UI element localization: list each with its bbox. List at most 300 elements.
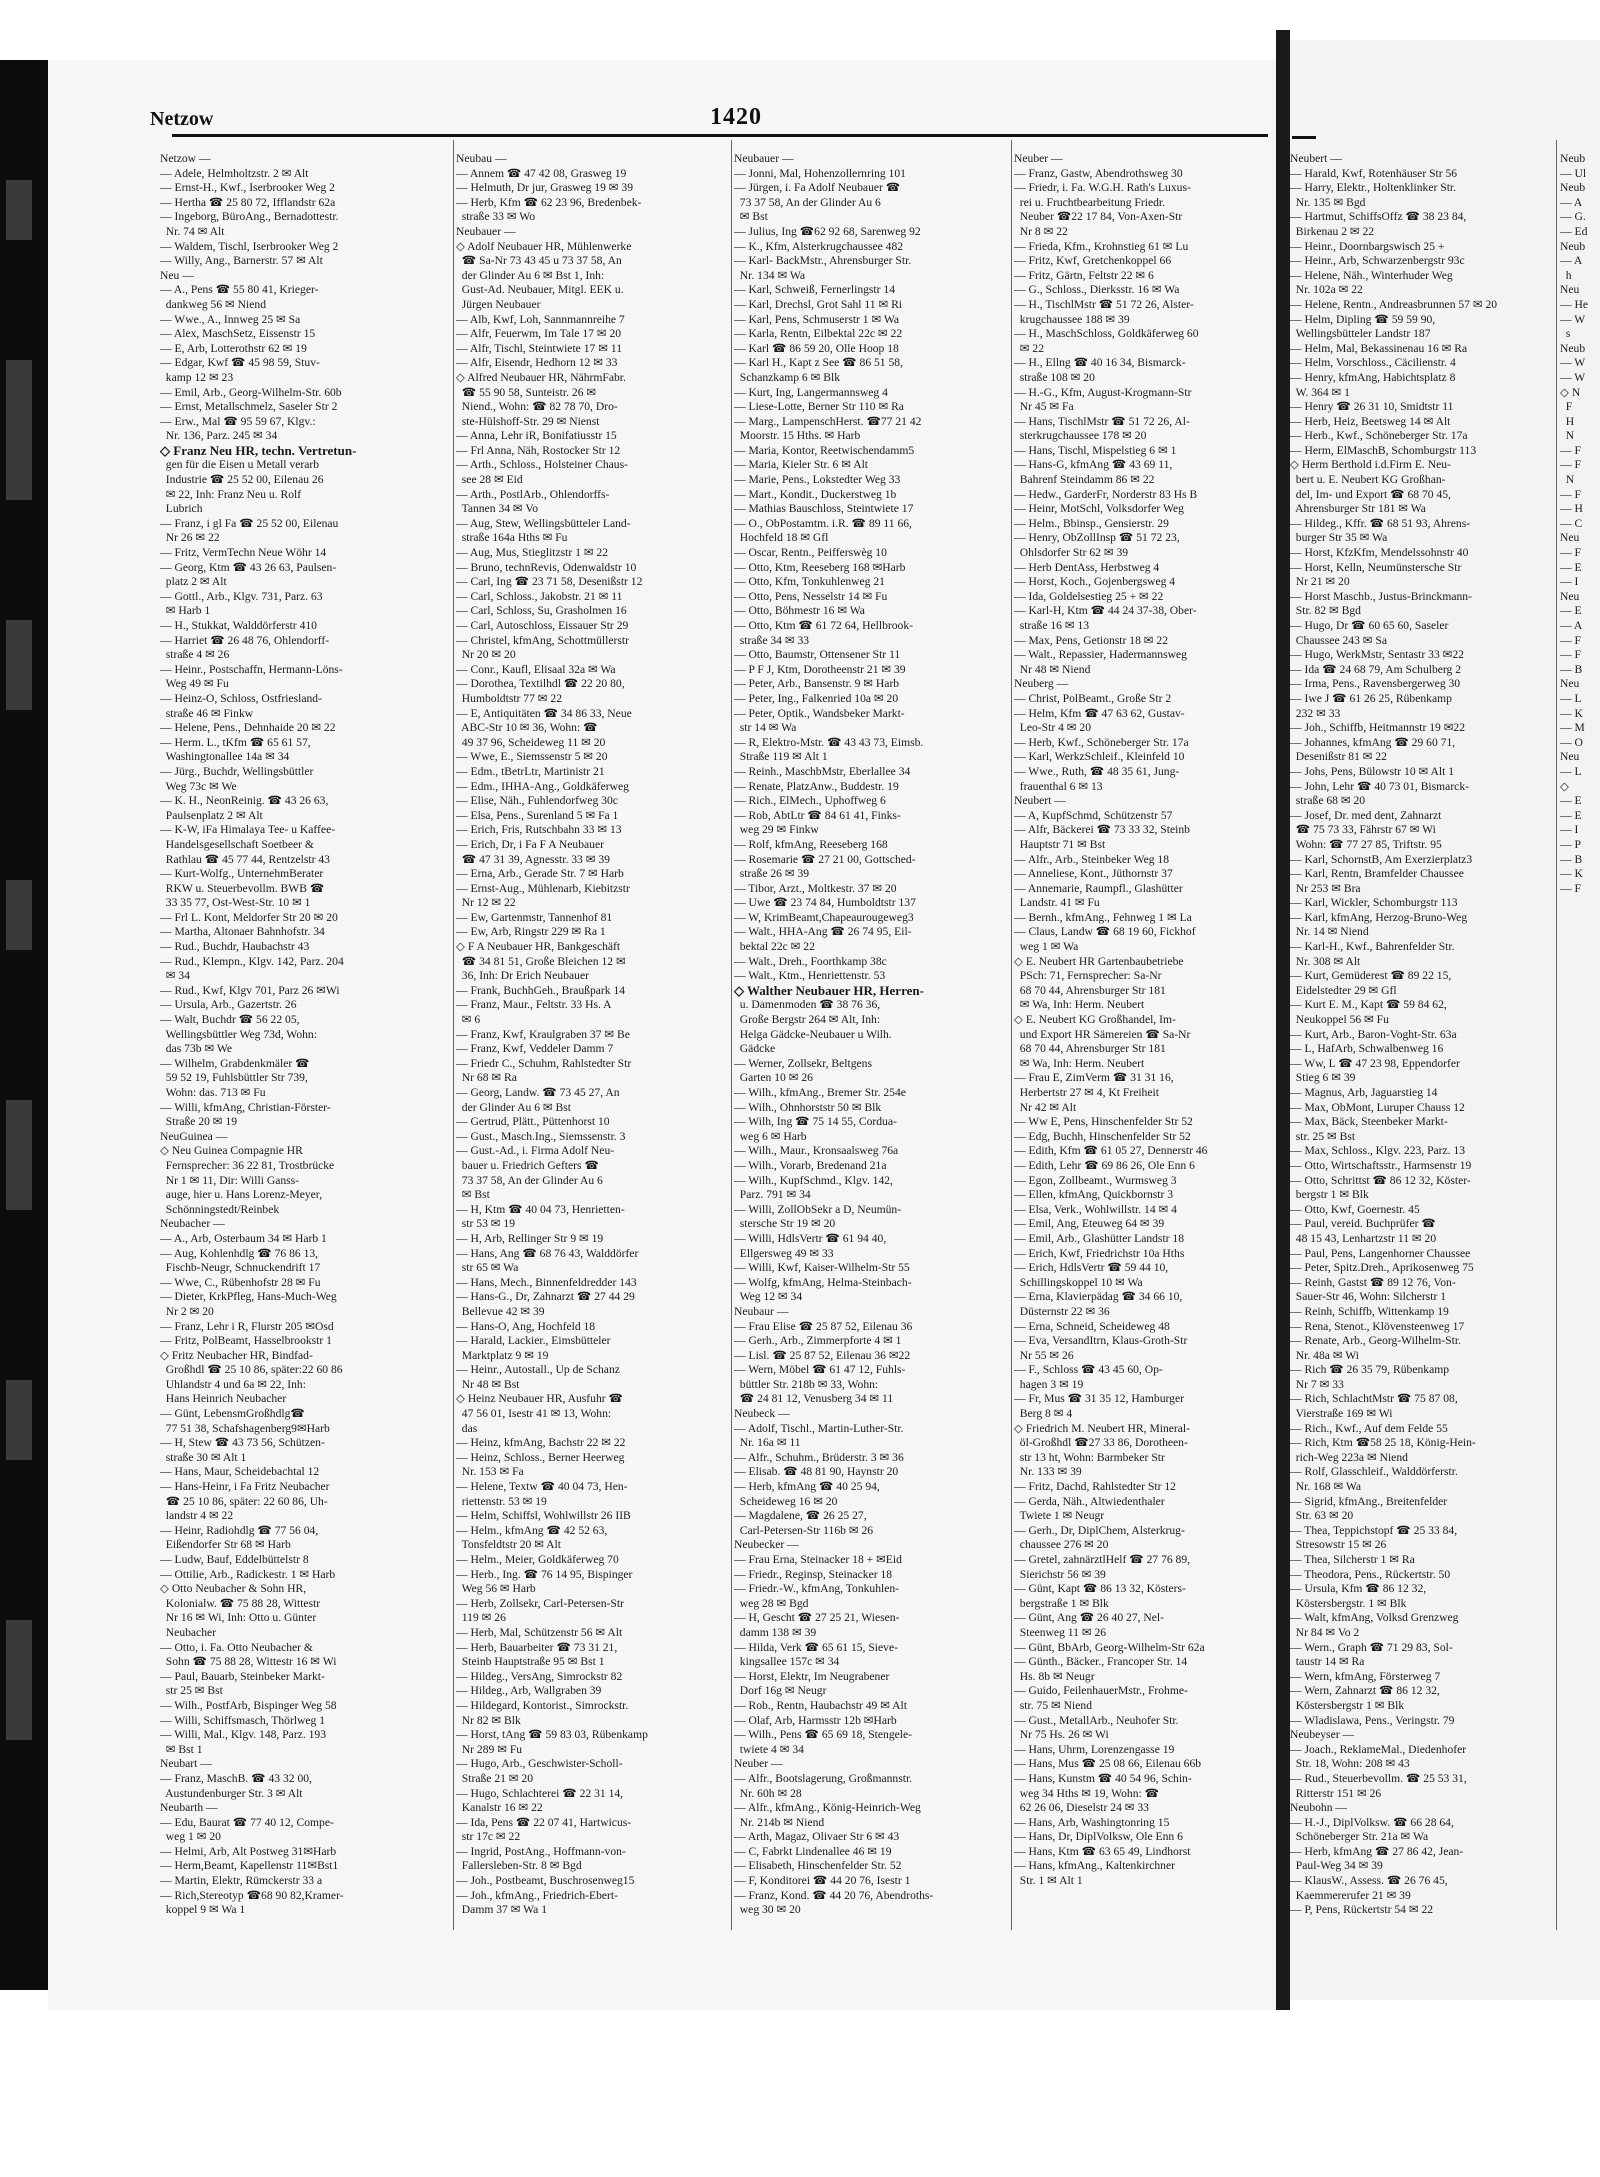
directory-entry-line: — Hildeg., Arb, Wallgraben 39	[456, 1684, 602, 1698]
directory-entry-line: — Günt, Kapt ☎ 86 13 32, Kösters-	[1014, 1582, 1186, 1596]
directory-entry-line: — Ingrid, PostAng., Hoffmann-von-	[456, 1844, 626, 1858]
directory-entry-line: — C, Fabrkt Lindenallee 46 ✉ 19	[734, 1844, 892, 1858]
directory-entry-line: — K	[1560, 867, 1583, 881]
directory-entry-line: str 65 ✉ Wa	[456, 1261, 519, 1275]
directory-entry-line: — Heinz, Schloss., Berner Heerweg	[456, 1450, 625, 1464]
directory-entry-line: — Helmuth, Dr jur, Grasweg 19 ✉ 39	[456, 181, 634, 195]
directory-entry-line: ◇ Heinz Neubauer HR, Ausfuhr ☎	[456, 1392, 623, 1406]
directory-entry-line: Nr. 153 ✉ Fa	[456, 1465, 524, 1479]
directory-entry-line: — Hans, Maur, Scheidebachtal 12	[160, 1465, 320, 1479]
directory-entry-line: — Helm, Kfm ☎ 47 63 62, Gustav-	[1014, 706, 1185, 720]
directory-entry-line: F	[1560, 400, 1573, 414]
directory-entry-line: str 13 ht, Wohn: Barmbeker Str	[1014, 1450, 1165, 1464]
directory-entry-line: — Ursula, Kfm ☎ 86 12 32,	[1290, 1582, 1427, 1596]
directory-entry-line: Weg 56 ✉ Harb	[456, 1582, 536, 1596]
directory-entry-line: Nr 21 ✉ 20	[1290, 575, 1350, 589]
directory-entry-line: ☎ 34 81 51, Große Bleichen 12 ✉	[456, 954, 626, 968]
directory-entry-line: — Herm. L., tKfm ☎ 65 61 57,	[160, 735, 311, 749]
directory-entry-line: das 73b ✉ We	[160, 1042, 233, 1056]
directory-entry-line: — Wilhelm, Grabdenkmäler ☎	[160, 1056, 310, 1070]
directory-entry-line: — Hildegard, Kontorist., Simrockstr.	[456, 1698, 629, 1712]
directory-entry-line: weg 6 ✉ Harb	[734, 1129, 807, 1143]
directory-entry-line: ✉ 22	[1014, 341, 1045, 355]
directory-entry-line: Wohn: ☎ 77 27 85, Triftstr. 95	[1290, 837, 1442, 851]
directory-entry-line: Garten 10 ✉ 26	[734, 1071, 813, 1085]
directory-entry-line: Wellingsbüttler Weg 73d, Wohn:	[160, 1027, 317, 1041]
directory-entry-line: Nr. 48a ✉ Wi	[1290, 1348, 1359, 1362]
directory-entry-line: — Karl, kfmAng, Herzog-Bruno-Weg	[1290, 910, 1468, 924]
directory-entry-line: Leo-Str 4 ✉ 20	[1014, 721, 1092, 735]
directory-entry-line: — Annem ☎ 47 42 08, Grasweg 19	[456, 166, 627, 180]
directory-entry-line: — Herb, kfmAng ☎ 27 86 42, Jean-	[1290, 1844, 1464, 1858]
directory-entry-line: — Günt, LebensmGroßhdlg☎	[160, 1407, 305, 1421]
directory-entry-line: — Ursula, Arb., Gazertstr. 26	[160, 998, 297, 1012]
directory-entry-line: Neubeck —	[734, 1407, 790, 1421]
directory-entry-line: straße 108 ✉ 20	[1014, 370, 1095, 384]
directory-entry-line: Nr. 102a ✉ 22	[1290, 283, 1363, 297]
directory-entry-line: — Rich., Kwf., Auf dem Felde 55	[1290, 1421, 1448, 1435]
directory-entry-line: — Alfr., Bootslagerung, Großmannstr.	[734, 1771, 913, 1785]
directory-entry-line: Twiete 1 ✉ Neugr	[1014, 1509, 1105, 1523]
directory-entry-line: Neuber —	[1014, 152, 1063, 165]
directory-entry-line: — Hans, Mus ☎ 25 08 66, Eilenau 66b	[1014, 1757, 1202, 1771]
directory-entry-line: — Erich, Dr, i Fa F A Neubauer	[456, 837, 604, 851]
directory-entry-line: — Alfr., Schuhm., Brüderstr. 3 ✉ 36	[734, 1450, 904, 1464]
directory-entry-line: Steinb Hauptstraße 95 ✉ Bst 1	[456, 1655, 605, 1669]
directory-entry-line: — E, Antiquitäten ☎ 34 86 33, Neue	[456, 706, 632, 720]
directory-entry-line: — Otto, Pens, Nesselstr 14 ✉ Fu	[734, 589, 888, 603]
directory-entry-line: koppel 9 ✉ Wa 1	[160, 1903, 246, 1917]
directory-entry-line: Weg 12 ✉ 34	[734, 1290, 803, 1304]
directory-entry-line: rich-Weg 223a ✉ Niend	[1290, 1450, 1408, 1464]
directory-entry-line: — Egon, Zollbeamt., Wurmsweg 3	[1014, 1173, 1177, 1187]
directory-entry-line: 73 37 58, An der Glinder Au 6	[734, 195, 881, 209]
directory-entry-line: — Alfr, Tischl, Steintwiete 17 ✉ 11	[456, 341, 622, 355]
directory-entry-line: — Günt, BbArb, Georg-Wilhelm-Str 62a	[1014, 1640, 1205, 1654]
directory-entry-line: — Wilh., kfmAng., Bremer Str. 254e	[734, 1086, 906, 1099]
directory-entry-line: PSch: 71, Fernsprecher: Sa-Nr	[1014, 969, 1162, 983]
directory-entry-line: Neu	[1560, 283, 1580, 297]
directory-entry-line: — Herb, Zollsekr, Carl-Petersen-Str	[456, 1596, 624, 1610]
directory-entry-line: Neubeyser —	[1290, 1728, 1355, 1742]
directory-entry-line: — Anneliese, Kont., Jüthornstr 37	[1014, 867, 1173, 881]
directory-entry-line: ✉ Bst	[456, 1188, 490, 1202]
directory-entry-line: ◇ F A Neubauer HR, Bankgeschäft	[456, 940, 621, 954]
directory-entry-line: — Tibor, Arzt., Moltkestr. 37 ✉ 20	[734, 881, 897, 895]
directory-entry-line: — Irma, Pens., Ravensbergerweg 30	[1290, 677, 1461, 691]
directory-entry-line: — He	[1560, 297, 1589, 311]
directory-entry-line: — Rosemarie ☎ 27 21 00, Gottsched-	[734, 852, 916, 866]
directory-entry-line: Ohlsdorfer Str 62 ✉ 39	[1014, 546, 1129, 560]
directory-entry-line: — Martha, Altonaer Bahnhofstr. 34	[160, 925, 325, 939]
directory-entry-line: — Hans, Arb, Washingtonring 15	[1014, 1815, 1170, 1829]
directory-entry-line: — Fr, Mus ☎ 31 35 12, Hamburger	[1014, 1392, 1184, 1406]
directory-entry-line: Kanalstr 16 ✉ 22	[456, 1801, 543, 1815]
directory-entry-line: der Glinder Au 6 ✉ Bst	[456, 1100, 572, 1114]
directory-entry-line: — Rolf, kfmAng, Reeseberg 168	[734, 837, 888, 851]
directory-entry-line: — Kurt-Wolfg., UnternehmBerater	[160, 867, 324, 881]
directory-entry-line: Bahrenf Steindamm 86 ✉ 22	[1014, 473, 1155, 487]
directory-entry-line: str 25 ✉ Bst	[160, 1684, 223, 1698]
directory-entry-line: — Walt., Repassier, Hadermannsweg	[1014, 648, 1187, 662]
directory-entry-line: — Elise, Näh., Fuhlendorfweg 30c	[456, 794, 618, 808]
directory-column-4	[1014, 152, 1276, 1992]
directory-entry-line: — Oscar, Rentn., Peifferswèg 10	[734, 546, 887, 560]
directory-entry-line: Parz. 791 ✉ 34	[734, 1188, 811, 1202]
directory-entry-line: — Erw., Mal ☎ 95 59 67, Klgv.:	[160, 414, 316, 428]
directory-entry-line: Sierichstr 56 ✉ 39	[1014, 1567, 1106, 1581]
directory-entry-line: — Wilh., Pens ☎ 65 69 18, Stengele-	[734, 1728, 912, 1742]
directory-entry-line: platz 2 ✉ Alt	[160, 575, 227, 589]
directory-entry-line: — Max, Schloss., Klgv. 223, Parz. 13	[1290, 1144, 1466, 1158]
directory-entry-line: Stresowstr 15 ✉ 26	[1290, 1538, 1387, 1552]
directory-entry-line: Nr. 135 ✉ Bgd	[1290, 195, 1366, 209]
directory-entry-line: — Adele, Helmholtzstr. 2 ✉ Alt	[160, 166, 309, 180]
directory-entry-line: — Franz, Kwf, Kraulgraben 37 ✉ Be	[456, 1027, 630, 1041]
directory-entry-line: — Wladislawa, Pens., Veringstr. 79	[1290, 1713, 1455, 1727]
directory-entry-line: — Gretel, zahnärztlHelf ☎ 27 76 89,	[1014, 1553, 1191, 1566]
book-gutter	[1276, 30, 1290, 2010]
directory-entry-line: Hs. 8b ✉ Neugr	[1014, 1669, 1095, 1683]
directory-entry-line: Schanzkamp 6 ✉ Blk	[734, 370, 840, 384]
directory-entry-line: ◇ Friedrich M. Neubert HR, Mineral-	[1014, 1421, 1191, 1435]
directory-entry-line: — Hugo, Arb., Geschwister-Scholl-	[456, 1757, 623, 1771]
directory-entry-line: — Helm., Bbinsp., Gensierstr. 29	[1014, 516, 1169, 530]
directory-entry-line: — Hildeg., VersAng, Simrockstr 82	[456, 1669, 623, 1683]
directory-entry-line: str 14 ✉ Wa	[734, 721, 797, 735]
directory-entry-line: — Otto, Baumstr, Ottensener Str 11	[734, 648, 901, 662]
directory-entry-line: — Sigrid, kfmAng., Breitenfelder	[1290, 1494, 1448, 1508]
directory-entry-line: Carl-Petersen-Str 116b ✉ 26	[734, 1523, 874, 1537]
directory-entry-line: h	[1560, 268, 1572, 282]
directory-entry-line: — Reinh, Schiffb, Wittenkamp 19	[1290, 1304, 1449, 1318]
directory-entry-line: — Guido, FeilenhauerMstr., Frohme-	[1014, 1684, 1188, 1698]
directory-entry-line: — Harald, Kwf, Rotenhäuser Str 56	[1290, 166, 1458, 180]
directory-entry-line: ◇ N	[1560, 385, 1581, 399]
directory-entry-line: — Frau Elise ☎ 25 87 52, Eilenau 36	[734, 1319, 913, 1333]
directory-entry-line: — Ww, L ☎ 47 23 98, Eppendorfer	[1290, 1056, 1460, 1070]
header-rule-right	[1292, 136, 1316, 139]
directory-entry-line: — Herb, Kfm ☎ 62 23 96, Bredenbek-	[456, 195, 642, 209]
directory-entry-line: — O	[1560, 735, 1583, 749]
directory-entry-line: — Wwe., A., Innweg 25 ✉ Sa	[160, 312, 301, 326]
directory-entry-line: — Elsa, Verk., Wohlwillstr. 14 ✉ 4	[1014, 1202, 1177, 1216]
directory-entry-line: Paulsenplatz 2 ✉ Alt	[160, 808, 263, 822]
directory-entry-line: weg 30 ✉ 20	[734, 1903, 801, 1917]
directory-entry-line: — I	[1560, 575, 1579, 589]
directory-entry-line: — Peter, Ing., Falkenried 10a ✉ 20	[734, 691, 899, 705]
directory-entry-line: ABC-Str 10 ✉ 36, Wohn: ☎	[456, 721, 598, 735]
directory-entry-line: Großhdl ☎ 25 10 86, später:22 60 86	[160, 1363, 343, 1377]
directory-entry-line: — Magdalene, ☎ 26 25 27,	[734, 1509, 867, 1523]
directory-entry-line: — Jonni, Mal, Hohenzollernring 101	[734, 166, 906, 180]
directory-entry-line: — Frieda, Kfm., Krohnstieg 61 ✉ Lu	[1014, 239, 1189, 253]
directory-entry-line: — Helm, Mal, Bekassinenau 16 ✉ Ra	[1290, 341, 1468, 355]
directory-entry-line: straße 4 ✉ 26	[160, 648, 230, 662]
directory-entry-line: — Walt, kfmAng, Volksd Grenzweg	[1290, 1611, 1459, 1625]
directory-entry-line: Nr 42 ✉ Alt	[1014, 1100, 1077, 1114]
directory-entry-line: — Willi, HdlsVertr ☎ 61 94 40,	[734, 1231, 887, 1245]
directory-entry-line: — Franz, Gastw, Abendrothsweg 30	[1014, 166, 1183, 180]
directory-entry-line: — Aug, Mus, Stieglitzstr 1 ✉ 22	[456, 546, 609, 560]
directory-entry-line: ◇ Otto Neubacher & Sohn HR,	[160, 1582, 307, 1596]
directory-entry-line: frauenthal 6 ✉ 13	[1014, 779, 1103, 793]
directory-entry-line: — Edith, Kfm ☎ 61 05 27, Dennerstr 46	[1014, 1144, 1208, 1158]
directory-entry-line: N	[1560, 473, 1575, 487]
directory-entry-line: — Georg, Ktm ☎ 43 26 63, Paulsen-	[160, 560, 337, 574]
directory-entry-line: Scheideweg 16 ✉ 20	[734, 1494, 838, 1508]
directory-entry-line: — Helene, Rentn., Andreasbrunnen 57 ✉ 20	[1290, 297, 1498, 311]
directory-entry-line: — W, KrimBeamt,Chapeaurougeweg3	[734, 910, 914, 924]
directory-entry-line: — Frl L. Kont, Meldorfer Str 20 ✉ 20	[160, 910, 338, 924]
directory-entry-line: ✉ 6	[456, 1013, 481, 1027]
directory-entry-line: — Hans, Ktm ☎ 63 65 49, Lindhorst	[1014, 1844, 1191, 1858]
directory-entry-line: — Hans-Heinr, i Fa Fritz Neubacher	[160, 1480, 330, 1494]
directory-entry-line: büttler Str. 218b ✉ 33, Wohn:	[734, 1377, 879, 1391]
directory-entry-line: Neubecker —	[734, 1538, 799, 1552]
directory-entry-line: — A., Pens ☎ 55 80 41, Krieger-	[160, 283, 319, 297]
directory-entry-line: — Bruno, technRevis, Odenwaldstr 10	[456, 560, 637, 574]
directory-entry-line: — Wwe, C., Rübenhofstr 28 ✉ Fu	[160, 1275, 321, 1289]
directory-entry-line: — Helm, Schiffsl, Wohlwillstr 26 IIB	[456, 1509, 631, 1523]
directory-entry-line: — Wern, kfmAng, Försterweg 7	[1290, 1669, 1441, 1683]
directory-entry-line: — P, Pens, Rückertstr 54 ✉ 22	[1290, 1903, 1434, 1917]
directory-entry-line: — Wolfg, kfmAng, Helma-Steinbach-	[734, 1275, 912, 1289]
directory-entry-line: sterkrugchaussee 178 ✉ 20	[1014, 429, 1147, 443]
directory-entry-line: 77 51 38, Schafshagenberg9✉Harb	[160, 1421, 330, 1435]
scan-left-shadow	[0, 60, 48, 1990]
directory-entry-line: — John, Lehr ☎ 40 73 01, Bismarck-	[1290, 779, 1469, 793]
directory-entry-line: — Franz, Kond. ☎ 44 20 76, Abendroths-	[734, 1888, 934, 1902]
directory-entry-line: kamp 12 ✉ 23	[160, 370, 234, 384]
directory-entry-line: ✉ Wa, Inh: Herm. Neubert	[1014, 998, 1145, 1012]
directory-entry-line: — Frau E, ZimVerm ☎ 31 31 16,	[1014, 1071, 1174, 1085]
directory-entry-line: ✉ Bst	[734, 210, 768, 224]
directory-entry-line: bert u. E. Neubert KG Großhan-	[1290, 473, 1446, 487]
directory-entry-line: und Export HR Sämereien ☎ Sa-Nr	[1014, 1027, 1191, 1041]
directory-entry-line: — Ernst, Metallschmelz, Saseler Str 2	[160, 400, 338, 414]
directory-entry-line: Schönningstedt/Reinbek	[160, 1202, 280, 1216]
directory-entry-line: ✉ 22, Inh: Franz Neu u. Rolf	[160, 487, 302, 501]
directory-entry-line: Neub	[1560, 152, 1586, 165]
directory-entry-line: — Otto, Kwf, Goernestr. 45	[1290, 1202, 1420, 1216]
directory-entry-line: — Ernst-H., Kwf., Iserbrooker Weg 2	[160, 181, 335, 195]
directory-entry-line: — Walt., Dreh., Foorthkamp 38c	[734, 954, 887, 968]
directory-entry-line: — Gottl., Arb., Klgv. 731, Parz. 63	[160, 589, 323, 603]
directory-entry-line: ◇	[1560, 779, 1569, 793]
directory-entry-line: — Günt, Ang ☎ 26 40 27, Nel-	[1014, 1611, 1165, 1625]
directory-entry-line: — Wilh., Ohnhorststr 50 ✉ Blk	[734, 1100, 882, 1114]
directory-entry-line: Nr 1 ✉ 11, Dir: Willi Ganss-	[160, 1173, 300, 1187]
directory-entry-line: bektal 22c ✉ 22	[734, 940, 815, 954]
directory-entry-line: — Arth, Magaz, Olivaer Str 6 ✉ 43	[734, 1830, 900, 1844]
directory-entry-line: das	[456, 1421, 478, 1435]
directory-entry-line: damm 138 ✉ 39	[734, 1625, 817, 1639]
directory-entry-line: Neubacher —	[160, 1217, 225, 1231]
directory-entry-line: Str. 1 ✉ Alt 1	[1014, 1874, 1083, 1888]
directory-entry-line: ste-Hülshoff-Str. 29 ✉ Nienst	[456, 414, 600, 428]
directory-entry-line: Nr 12 ✉ 22	[456, 896, 516, 910]
directory-entry-line: — Fritz, Dachd, Rahlstedter Str 12	[1014, 1480, 1176, 1494]
directory-entry-line: — Franz, Maur., Feltstr. 33 Hs. A	[456, 998, 612, 1012]
directory-entry-line: ◇ Adolf Neubauer HR, Mühlenwerke	[456, 239, 632, 253]
directory-entry-line: — Otto, Ktm ☎ 61 72 64, Hellbrook-	[734, 619, 913, 632]
directory-entry-line: — Elisab. ☎ 48 81 90, Haynstr 20	[734, 1465, 899, 1479]
directory-entry-line: — Heinz-O, Schloss, Ostfriesland-	[160, 691, 322, 705]
directory-entry-line: — Erich, Kwf, Friedrichstr 10a Hths	[1014, 1246, 1185, 1260]
directory-entry-line: — Aug, Kohlenhdlg ☎ 76 86 13,	[160, 1246, 319, 1260]
directory-entry-line: kingsallee 157c ✉ 34	[734, 1655, 840, 1669]
directory-entry-line: — Ellen, kfmAng, Quickbornstr 3	[1014, 1188, 1174, 1202]
directory-entry-line: Neubohn —	[1290, 1801, 1347, 1815]
directory-entry-line: — Edu, Baurat ☎ 77 40 12, Compe-	[160, 1815, 334, 1829]
directory-entry-line: — Ul	[1560, 166, 1587, 180]
directory-entry-line: — Karl, SchornstB, Am Exerzierplatz3	[1290, 852, 1473, 866]
directory-entry-line: — Helm, Dipling ☎ 59 59 90,	[1290, 312, 1436, 326]
directory-entry-line: Köstersbergstr. 1 ✉ Blk	[1290, 1596, 1407, 1610]
directory-column-6	[1560, 152, 1600, 1992]
directory-entry-line: — Carl, Schloss., Jakobstr. 21 ✉ 11	[456, 589, 623, 603]
directory-entry-line: — W	[1560, 312, 1586, 326]
directory-entry-line: — Henry ☎ 26 31 10, Smidtstr 11	[1290, 400, 1454, 414]
directory-entry-line: ✉ Wa, Inh: Herm. Neubert	[1014, 1056, 1145, 1070]
directory-entry-line: — Edgar, Kwf ☎ 45 98 59, Stuv-	[160, 356, 320, 370]
directory-entry-line: W. 364 ✉ 1	[1290, 385, 1350, 399]
directory-entry-line: Ahrensburger Str 181 ✉ Wa	[1290, 502, 1426, 516]
running-title: Netzow	[150, 108, 214, 130]
directory-entry-line: — Hans, TischlMstr ☎ 51 72 26, Al-	[1014, 414, 1190, 428]
directory-entry-line: — Willi, Schiffsmasch, Thörlweg 1	[160, 1713, 326, 1727]
directory-entry-line: — Rob., Rentn, Haubachstr 49 ✉ Alt	[734, 1698, 907, 1712]
directory-entry-line: Schillingskoppel 10 ✉ Wa	[1014, 1275, 1143, 1289]
directory-entry-line: — Jürg., Buchdr, Wellingsbüttler	[160, 764, 314, 778]
directory-entry-line: Nr 289 ✉ Fu	[456, 1742, 523, 1756]
directory-entry-line: — Alfr., kfmAng., König-Heinrich-Weg	[734, 1801, 921, 1815]
directory-entry-line: Desenißstr 81 ✉ 22	[1290, 750, 1387, 764]
directory-entry-line: — Max, Bäck, Steenbeker Markt-	[1290, 1115, 1448, 1129]
directory-entry-line: straße 34 ✉ 33	[734, 633, 810, 647]
directory-entry-line: — Alb, Kwf, Loh, Sannmannreihe 7	[456, 312, 625, 326]
directory-entry-line: Fischb-Neugr, Schnuckendrift 17	[160, 1261, 321, 1275]
directory-entry-line: stersche Str 19 ✉ 20	[734, 1217, 836, 1231]
directory-entry-line: — Alfr, Bäckerei ☎ 73 33 32, Steinb	[1014, 823, 1190, 837]
directory-entry-line: — Ew, Arb, Ringstr 229 ✉ Ra 1	[456, 925, 606, 939]
directory-entry-line: Straße 119 ✉ Alt 1	[734, 750, 828, 764]
directory-entry-line: — Helm., Meier, Goldkäferweg 70	[456, 1553, 619, 1566]
directory-entry-line: — Walt., HHA-Ang ☎ 26 74 95, Eil-	[734, 925, 912, 939]
directory-entry-line: — Hans, Uhrm, Lorenzengasse 19	[1014, 1742, 1175, 1756]
directory-entry-line: — Friedr., Reginsp, Steinacker 18	[734, 1567, 893, 1581]
directory-entry-line: — Emil, Arb., Georg-Wilhelm-Str. 60b	[160, 385, 342, 399]
directory-entry-line: weg 34 Hths ✉ 19, Wohn: ☎	[1014, 1786, 1160, 1800]
directory-entry-line: — Helene, Textw ☎ 40 04 73, Hen-	[456, 1480, 628, 1494]
directory-entry-line: — Edg, Buchh, Hinschenfelder Str 52	[1014, 1129, 1191, 1143]
directory-entry-line: weg 28 ✉ Bgd	[734, 1596, 809, 1610]
directory-entry-line: ◇ E. Neubert HR Gartenbaubetriebe	[1014, 954, 1184, 968]
directory-entry-line: NeuGuinea —	[160, 1129, 228, 1143]
directory-entry-line: — A, KupfSchmd, Schützenstr 57	[1014, 808, 1173, 822]
directory-entry-line: — Christ, PolBeamt., Große Str 2	[1014, 691, 1172, 705]
directory-entry-line: — Wilh., PostfArb, Bispinger Weg 58	[160, 1698, 337, 1712]
directory-entry-line: — Adolf, Tischl., Martin-Luther-Str.	[734, 1421, 904, 1435]
directory-entry-line: Neubau —	[456, 152, 507, 165]
directory-entry-line: — Christel, kfmAng, Schottmüllerstr	[456, 633, 629, 647]
directory-column-2	[456, 152, 734, 1992]
directory-entry-line: Nr 48 ✉ Bst	[456, 1377, 520, 1391]
directory-entry-line: Neubacher	[160, 1625, 217, 1639]
directory-entry-line: straße 46 ✉ Finkw	[160, 706, 254, 720]
directory-entry-line: — A	[1560, 195, 1583, 209]
directory-entry-line: — Hans-O, Ang, Hochfeld 18	[456, 1319, 596, 1333]
directory-entry-line: — Fritz, Gärtn, Feltstr 22 ✉ 6	[1014, 268, 1154, 282]
directory-entry-line: — Heinr., Arb, Schwarzenbergstr 93c	[1290, 254, 1465, 268]
directory-entry-line: Neubart —	[160, 1757, 212, 1771]
directory-entry-line: — H., TischlMstr ☎ 51 72 26, Alster-	[1014, 297, 1194, 311]
directory-entry-line: — Eva, VersandItrn, Klaus-Groth-Str	[1014, 1334, 1188, 1348]
directory-entry-line: — Helm., kfmAng ☎ 42 52 63,	[456, 1523, 608, 1537]
directory-entry-line: — Paul, Pens, Langenhorner Chaussee	[1290, 1246, 1471, 1260]
directory-entry-line: — Franz, MaschB. ☎ 43 32 00,	[160, 1771, 312, 1785]
directory-entry-line: — Helm, Vorschloss., Cäcilienstr. 4	[1290, 356, 1456, 370]
directory-entry-line: Neubert —	[1014, 794, 1066, 808]
directory-entry-line: Eißendorfer Str 68 ✉ Harb	[160, 1538, 291, 1552]
directory-entry-line: — Herb, Kwf., Schöneberger Str. 17a	[1014, 735, 1189, 749]
directory-entry-line: — H	[1560, 502, 1583, 516]
directory-entry-line: ◇ E. Neubert KG Großhandel, Im-	[1014, 1013, 1176, 1027]
directory-entry-line: — Hans-G, kfmAng ☎ 43 69 11,	[1014, 458, 1173, 472]
directory-entry-line: Vierstraße 169 ✉ Wi	[1290, 1407, 1393, 1421]
directory-entry-line: Gädcke	[734, 1042, 776, 1056]
directory-entry-line: Neu	[1560, 750, 1580, 764]
directory-entry-line: — Karl, Schweiß, Fernerlingstr 14	[734, 283, 895, 297]
directory-entry-line: — Willy, Ang., Barnerstr. 57 ✉ Alt	[160, 254, 323, 268]
directory-entry-line: Neubaur —	[734, 1304, 789, 1318]
directory-entry-line: — F	[1560, 546, 1581, 560]
directory-entry-line: Nr 2 ✉ 20	[160, 1304, 214, 1318]
directory-entry-line: — Ed	[1560, 224, 1588, 238]
directory-entry-line: dankweg 56 ✉ Niend	[160, 297, 266, 311]
directory-entry-line: — Erich, Fris, Rutschbahn 33 ✉ 13	[456, 823, 622, 837]
directory-entry-line: — Renate, Arb., Georg-Wilhelm-Str.	[1290, 1334, 1461, 1348]
directory-entry-line: — Conr., Kaufl, Elisaal 32a ✉ Wa	[456, 662, 616, 676]
directory-entry-line: — Herm, ElMaschB, Schomburgstr 113	[1290, 443, 1477, 457]
directory-entry-line: — Josef, Dr. med dent, Zahnarzt	[1290, 808, 1442, 822]
directory-entry-line: Str. 18, Wohn: 208 ✉ 43	[1290, 1757, 1410, 1771]
directory-entry-line: — Wilh., Maur., Kronsaalsweg 76a	[734, 1144, 899, 1158]
directory-column-1	[160, 152, 456, 1992]
directory-entry-line: N	[1560, 429, 1575, 443]
directory-entry-line: — Harry, Elektr., Holtenklinker Str.	[1290, 181, 1457, 195]
directory-entry-line: — Wern., Graph ☎ 71 29 83, Sol-	[1290, 1640, 1453, 1654]
directory-entry-line: — Hugo, WerkMstr, Sentastr 33 ✉22	[1290, 648, 1464, 662]
directory-entry-line: Jürgen Neubauer	[456, 297, 541, 311]
directory-entry-line: Rathlau ☎ 45 77 44, Rentzelstr 43	[160, 852, 330, 866]
directory-entry-line: Neukoppel 56 ✉ Fu	[1290, 1013, 1389, 1027]
directory-entry-line: Birkenau 2 ✉ 22	[1290, 224, 1375, 238]
directory-entry-line: — Frank, BuchhGeh., Braußpark 14	[456, 983, 626, 997]
directory-entry-line: — Franz, i gl Fa ☎ 25 52 00, Eilenau	[160, 516, 339, 530]
directory-entry-line: — Horst, tAng ☎ 59 83 03, Rübenkamp	[456, 1728, 648, 1742]
directory-entry-line: — Rob, AbtLtr ☎ 84 61 41, Finks-	[734, 808, 901, 822]
directory-entry-line: Neubauer —	[456, 224, 516, 238]
directory-entry-line: — Erna, Schneid, Scheideweg 48	[1014, 1319, 1170, 1333]
directory-entry-line: — Frau Erna, Steinacker 18 + ✉Eid	[734, 1553, 902, 1566]
directory-entry-line: — Peter, Spitz.Dreh., Aprikosenweg 75	[1290, 1261, 1474, 1275]
directory-entry-line: — Heinr., Postschaffn, Hermann-Löns-	[160, 662, 343, 676]
directory-entry-line: — Friedr, i. Fa. W.G.H. Rath's Luxus-	[1014, 181, 1191, 195]
directory-entry-line: 62 26 06, Dieselstr 24 ✉ 33	[1014, 1801, 1149, 1815]
directory-entry-line: bauer u. Friedrich Gefters ☎	[456, 1158, 599, 1172]
